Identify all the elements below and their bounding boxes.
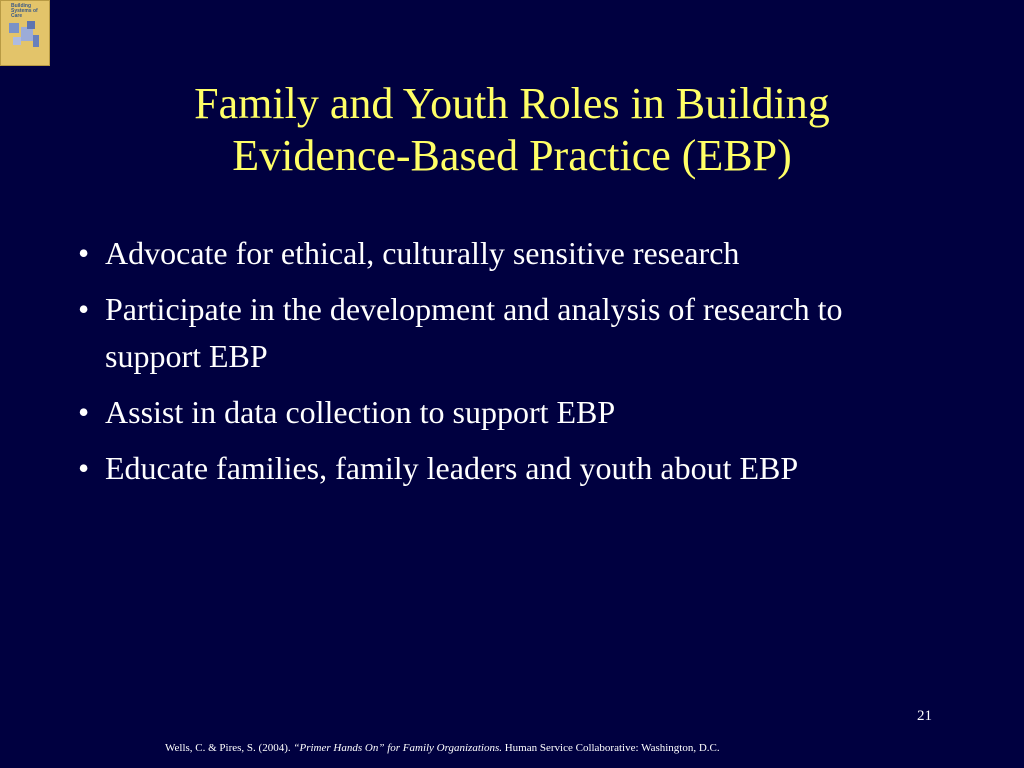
slide-title-line-1: Family and Youth Roles in Building <box>194 79 830 128</box>
page-number: 21 <box>917 708 932 724</box>
bullet-item <box>78 230 928 277</box>
bullet-icon: • <box>78 394 90 430</box>
slide-title-line-2: Evidence-Based Practice (EBP) <box>232 131 792 180</box>
bullet-list <box>78 230 928 501</box>
logo-text <box>11 4 38 19</box>
bullet-icon: • <box>78 235 90 271</box>
bullet-item <box>78 389 928 436</box>
bullet-item <box>78 286 928 380</box>
logo-text-line: Systems of <box>11 8 38 14</box>
logo-square <box>27 21 35 29</box>
bullet-icon: • <box>78 450 90 486</box>
citation <box>165 741 720 755</box>
slide-title <box>60 78 964 182</box>
logo-square <box>21 27 33 41</box>
bullet-text: Assist in data collection to support EBP <box>105 394 616 430</box>
bullet-icon: • <box>78 291 90 327</box>
citation-authors: Wells, C. & Pires, S. (2004). <box>165 742 294 754</box>
bullet-text: Educate families, family leaders and youth about EBP <box>105 450 799 486</box>
logo-text-line: Building <box>11 3 31 9</box>
bullet-text: Participate in the development and analysis of research to support EBP <box>105 291 843 374</box>
citation-work-title: “Primer Hands On” for Family Organizations. <box>293 742 502 754</box>
logo-square <box>9 23 19 33</box>
bullet-item <box>78 445 928 492</box>
logo-text-line: Care <box>11 13 23 19</box>
book-cover-logo <box>0 0 50 66</box>
logo-square <box>33 35 39 47</box>
citation-publisher: Human Service Collaborative: Washington, D.C. <box>501 742 720 754</box>
bullet-text: Advocate for ethical, culturally sensitive research <box>105 235 740 271</box>
logo-square <box>13 37 21 45</box>
